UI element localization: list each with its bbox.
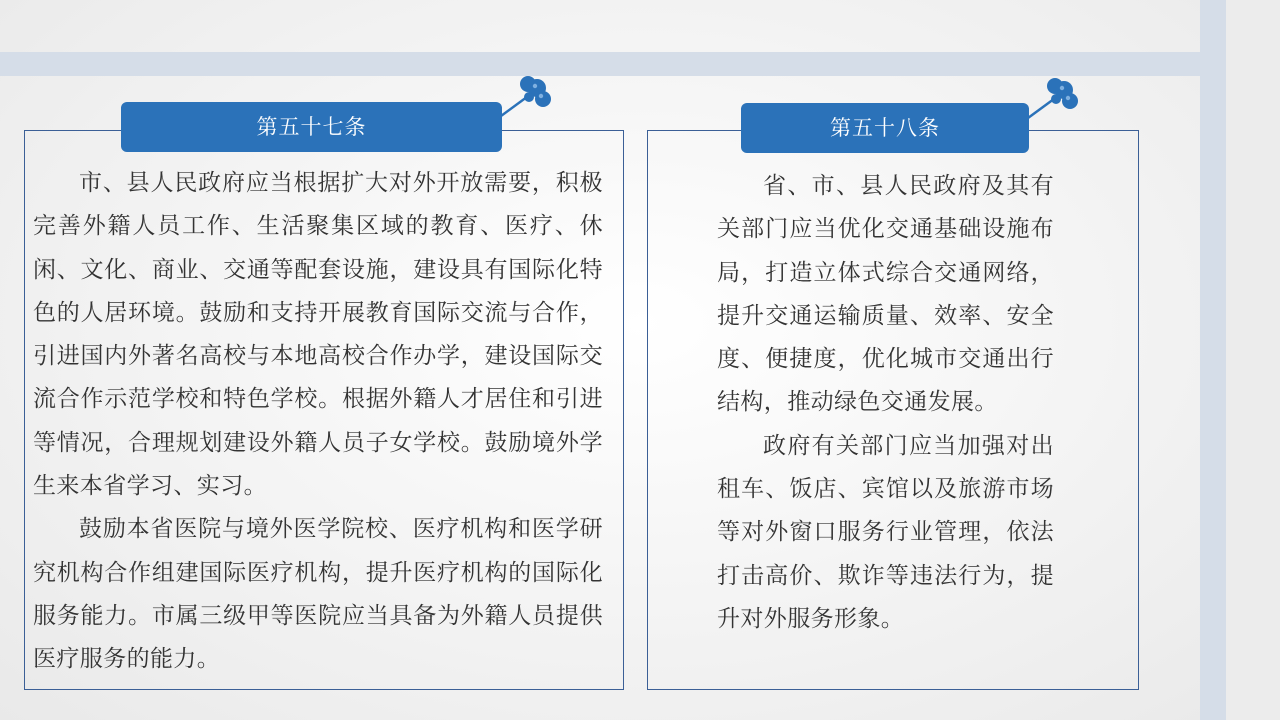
article-58-paragraph: 政府有关部门应当加强对出租车、饭店、宾馆以及旅游市场等对外窗口服务行业管理，依法打击高价、欺诈等违法行为，提升对外服务形象。 bbox=[717, 432, 1054, 632]
top-decorative-band bbox=[0, 52, 1280, 76]
clover-ornament-icon bbox=[495, 72, 559, 118]
article-57-paragraph: 市、县人民政府应当根据扩大对外开放需要，积极完善外籍人员工作、生活聚集区域的教育、医疗、休闲、文化、商业、交通等配套设施，建设具有国际化特色的人居环境。鼓励和支持开展教育国际交流与合作，引进国内外著名高校与本地高校合作办学，建设国际交流合作示范学校和特色学校。根据外籍人才居住和引进等情况，合理规划建设外籍人员子女学校。鼓励境外学生来本省学习、实习。 bbox=[33, 170, 603, 500]
right-decorative-stripe bbox=[1200, 0, 1226, 720]
article-58-paragraph: 省、市、县人民政府及其有关部门应当优化交通基础设施布局，打造立体式综合交通网络，提升交通运输质量、效率、安全度、便捷度，优化城市交通出行结构，推动绿色交通发展。 bbox=[717, 173, 1054, 416]
article-58-title-tab: 第五十八条 bbox=[741, 103, 1029, 153]
right-edge-panel bbox=[1226, 0, 1280, 720]
article-57-paragraph: 鼓励本省医院与境外医学院校、医疗机构和医学研究机构合作组建国际医疗机构，提升医疗机构的国际化服务能力。市属三级甲等医院应当具备为外籍人员提供医疗服务的能力。 bbox=[33, 516, 603, 673]
article-57-title-tab: 第五十七条 bbox=[121, 102, 502, 152]
clover-ornament-icon bbox=[1022, 74, 1086, 120]
article-58-body bbox=[717, 165, 1054, 641]
article-57-body bbox=[33, 162, 603, 682]
